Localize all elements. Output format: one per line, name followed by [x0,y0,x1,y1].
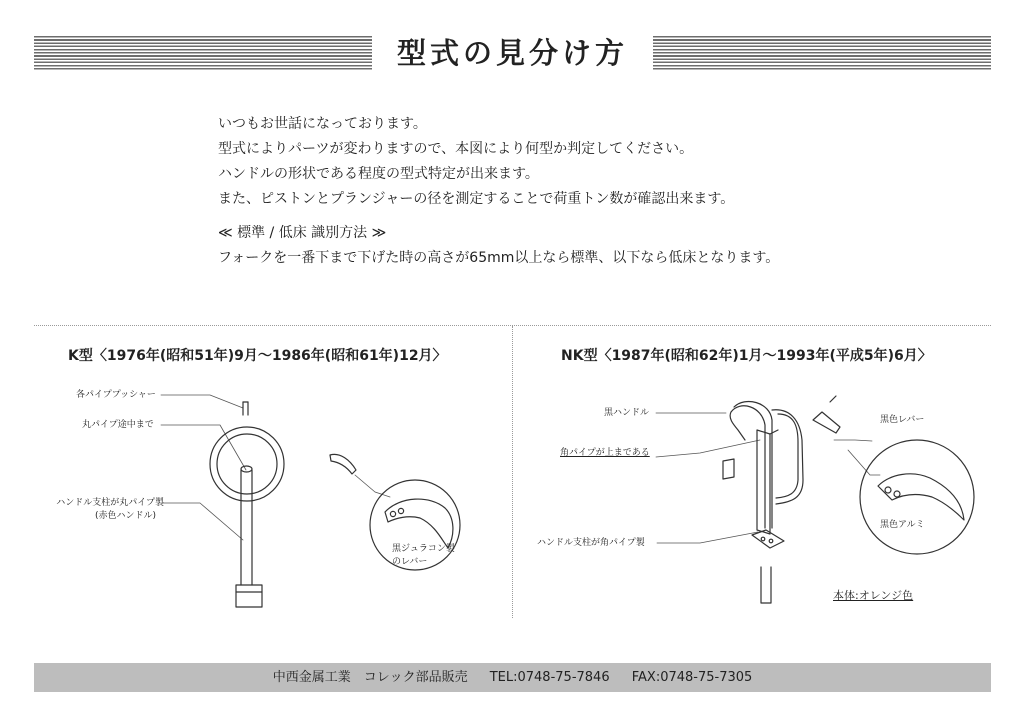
k-handle-post [236,466,262,607]
intro-note: フォークを一番下まで下げた時の高さが65mm以上なら標準、以下なら低床となります。 [218,250,780,266]
k-label-handle-post-line1: ハンドル支柱が丸パイプ製 [56,498,164,508]
footer-fax: FAX:0748-75-7305 [631,670,753,685]
footer-company: 中西金属工業 コレック部品販売 [272,670,468,685]
nk-zoom-circle [860,440,974,554]
nk-label-black-lever: 黒色レバー [880,415,925,425]
nk-small-lever [813,396,840,433]
intro-subheading: ≪ 標準 / 低床 識別方法 ≫ [218,225,387,241]
intro-line: 型式によりパーツが変わりますので、本図により何型か判定してください。 [218,141,694,157]
nk-label-black-handle: 黒ハンドル [604,408,650,418]
k-label-handle-post [40,497,164,523]
nk-leader-lines [656,413,880,543]
nk-label-square-pipe: 角パイプが上まである [560,448,650,458]
k-label-round-pipe: 丸パイプ途中まで [82,420,154,430]
nk-handle-loop [730,401,803,528]
nk-label-handle-post: ハンドル支柱が角パイプ製 [537,538,645,548]
nk-label-black-alumi: 黒色アルミ [880,520,925,530]
intro-line: また、ピストンとプランジャーの径を測定することで荷重トン数が確認出来ます。 [218,191,735,207]
k-label-handle-post-line2: (赤色ハンドル) [94,511,156,521]
nk-section-title: NK型〈1987年(昭和62年)1月～1993年(平成5年)6月〉 [561,348,932,364]
intro-line: ハンドルの形状である程度の型式特定が出来ます。 [218,166,539,182]
k-leader-lines [161,395,390,540]
page-title: 型式の見分け方 [396,36,628,70]
k-ring-handle [210,427,284,501]
footer-bar [34,663,991,692]
k-small-lever [330,454,356,474]
k-pusher-rod [243,402,248,415]
nk-handle-post [723,430,784,603]
k-label-lever-line1: 黒ジュラコン製 [392,544,455,554]
k-label-lever [392,543,455,569]
k-section-title: K型〈1976年(昭和51年)9月～1986年(昭和61年)12月〉 [68,348,447,364]
footer-tel: TEL:0748-75-7846 [489,670,610,685]
intro-line: いつもお世話になっております。 [218,116,427,132]
k-label-lever-line2: のレバー [392,557,428,567]
nk-label-body-color: 本体:オレンジ色 [833,589,914,602]
k-label-pusher: 各パイププッシャー [76,390,156,400]
